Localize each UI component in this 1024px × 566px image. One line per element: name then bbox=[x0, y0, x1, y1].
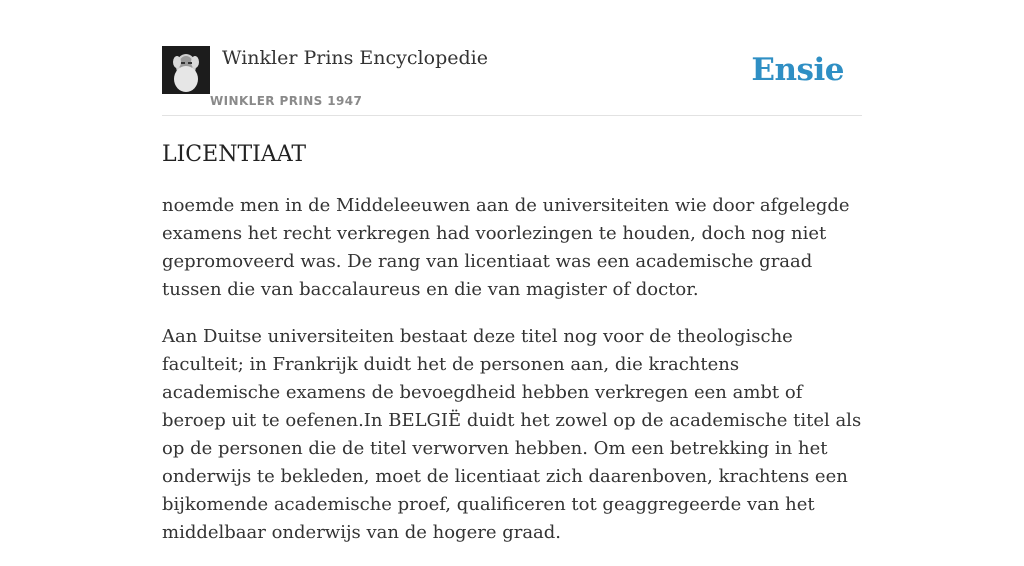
ensie-logo-link[interactable]: Ensie bbox=[751, 52, 844, 88]
source-subtitle[interactable]: WINKLER PRINS 1947 bbox=[210, 94, 363, 108]
portrait-image bbox=[162, 46, 210, 94]
source-header bbox=[162, 46, 862, 116]
article-body bbox=[162, 192, 862, 566]
article-title: LICENTIAAT bbox=[162, 142, 307, 167]
article-paragraph: Aan Duitse universiteiten bestaat deze titel nog voor de theologische faculteit; in Frankrijk duidt het de personen aan, die krachtens academische examens de bevoegdheid hebben verkregen een ambt of beroep uit te oefenen.In BELGIË duidt het zowel op de academische titel als op de personen die de titel verworven hebben. Om een betrekking in het onderwijs te bekleden, moet de licentiaat zich daarenboven, krachtens een bijkomende academische proef, qualificeren tot geaggregeerde van het middelbaar onderwijs van de hogere graad. bbox=[162, 326, 862, 543]
article-paragraph: noemde men in de Middeleeuwen aan de universiteiten wie door afgelegde examens het recht verkregen had voorlezingen te houden, doch nog niet gepromoveerd was. De rang van licentiaat was een academische graad tussen die van baccalaureus en die van magister of doctor. bbox=[162, 195, 850, 300]
author-avatar[interactable] bbox=[162, 46, 210, 94]
source-title[interactable]: Winkler Prins Encyclopedie bbox=[222, 47, 488, 69]
